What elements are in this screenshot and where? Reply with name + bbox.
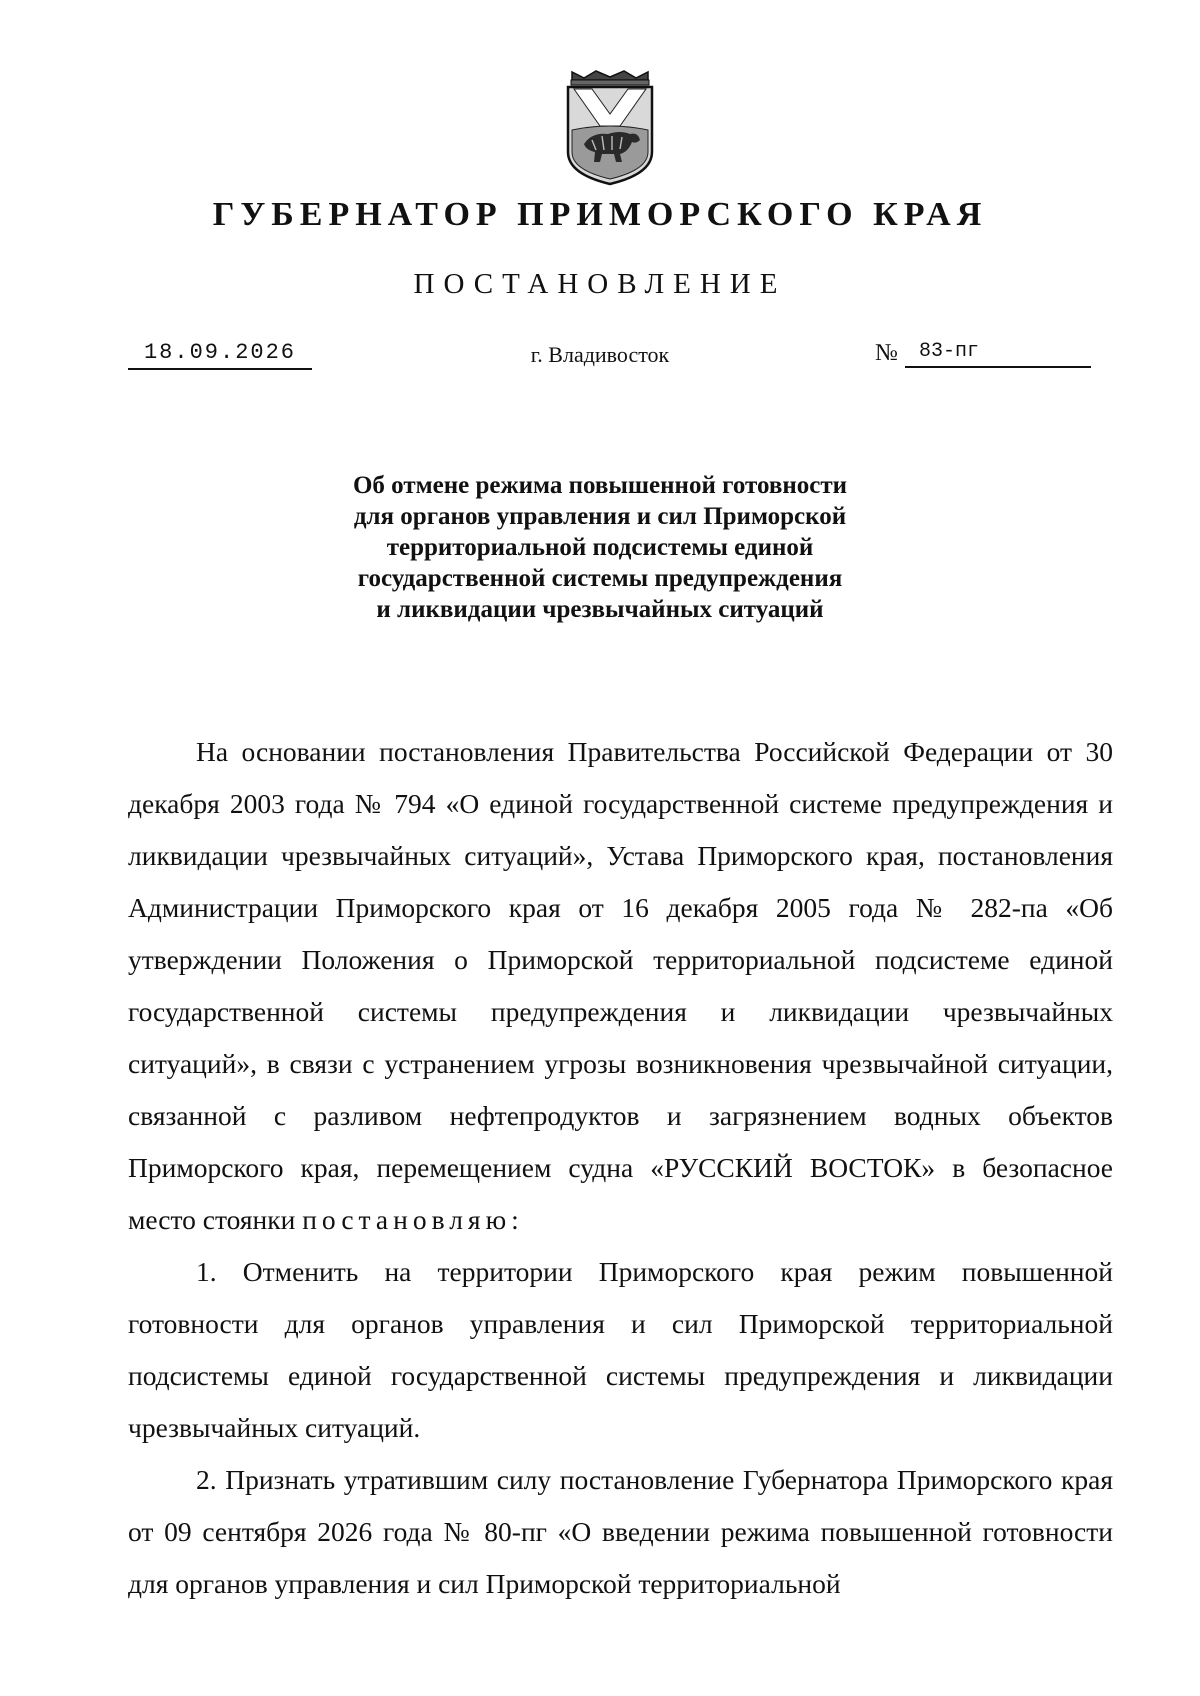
document-meta-line — [0, 338, 1200, 374]
preamble-text: На основании постановления Правительства Российской Федерации от 30 декабря 2003 года № 794 «О единой государственной системе предупреждения и ликвидации чрезвычайных ситуаций», Устава Приморского края, постановления Администрации Приморского края от 16 декабря 2005 года № 282-па «Об утверждении Положения о Приморской территориальной подсистеме единой государственной системы предупреждения и ликвидации чрезвычайных ситуаций», в связи с устранением угрозы возникновения чрезвычайной ситуации, связанной с разливом нефтепродуктов и загрязнением водных объектов Приморского края, перемещением судна «РУССКИЙ ВОСТОК» в безопасное место стоянки — [128, 736, 1113, 1235]
document-type: ПОСТАНОВЛЕНИЕ — [413, 268, 787, 300]
paragraph-item-2: 2. Признать утратившим силу постановление Губернатора Приморского края от 09 сентября 2026 года № 80-пг «О введении режима повышенной готовности для органов управления и сил Приморской территориальной — [128, 1464, 1113, 1599]
paragraph-preamble — [128, 726, 1113, 1246]
primorsky-coat-of-arms-icon — [562, 70, 658, 186]
org-title: ГУБЕРНАТОР ПРИМОРСКОГО КРАЯ — [212, 196, 988, 233]
paragraph-item-1: 1. Отменить на территории Приморского края режим повышенной готовности для органов управления и сил Приморской территориальной подсистемы единой государственной системы предупреждения и ликвидации чрезвычайных ситуаций. — [128, 1256, 1113, 1443]
document-city: г. Владивосток — [530, 342, 670, 367]
heading-line: и ликвидации чрезвычайных ситуаций — [376, 596, 824, 623]
decree-word: постановляю: — [302, 1204, 524, 1235]
document-date: 18.09.2026 — [128, 338, 312, 370]
document-number: 83-пг — [905, 338, 1091, 368]
heading-line: территориальной подсистемы единой — [386, 534, 814, 561]
heading-line: для органов управления и сил Приморской — [353, 503, 847, 530]
heading-line: Об отмене режима повышенной готовности — [352, 472, 848, 499]
document-body — [128, 726, 1113, 1610]
heading-line: государственной системы предупреждения — [357, 565, 843, 592]
document-heading — [250, 470, 950, 625]
number-sign: № — [875, 340, 898, 366]
